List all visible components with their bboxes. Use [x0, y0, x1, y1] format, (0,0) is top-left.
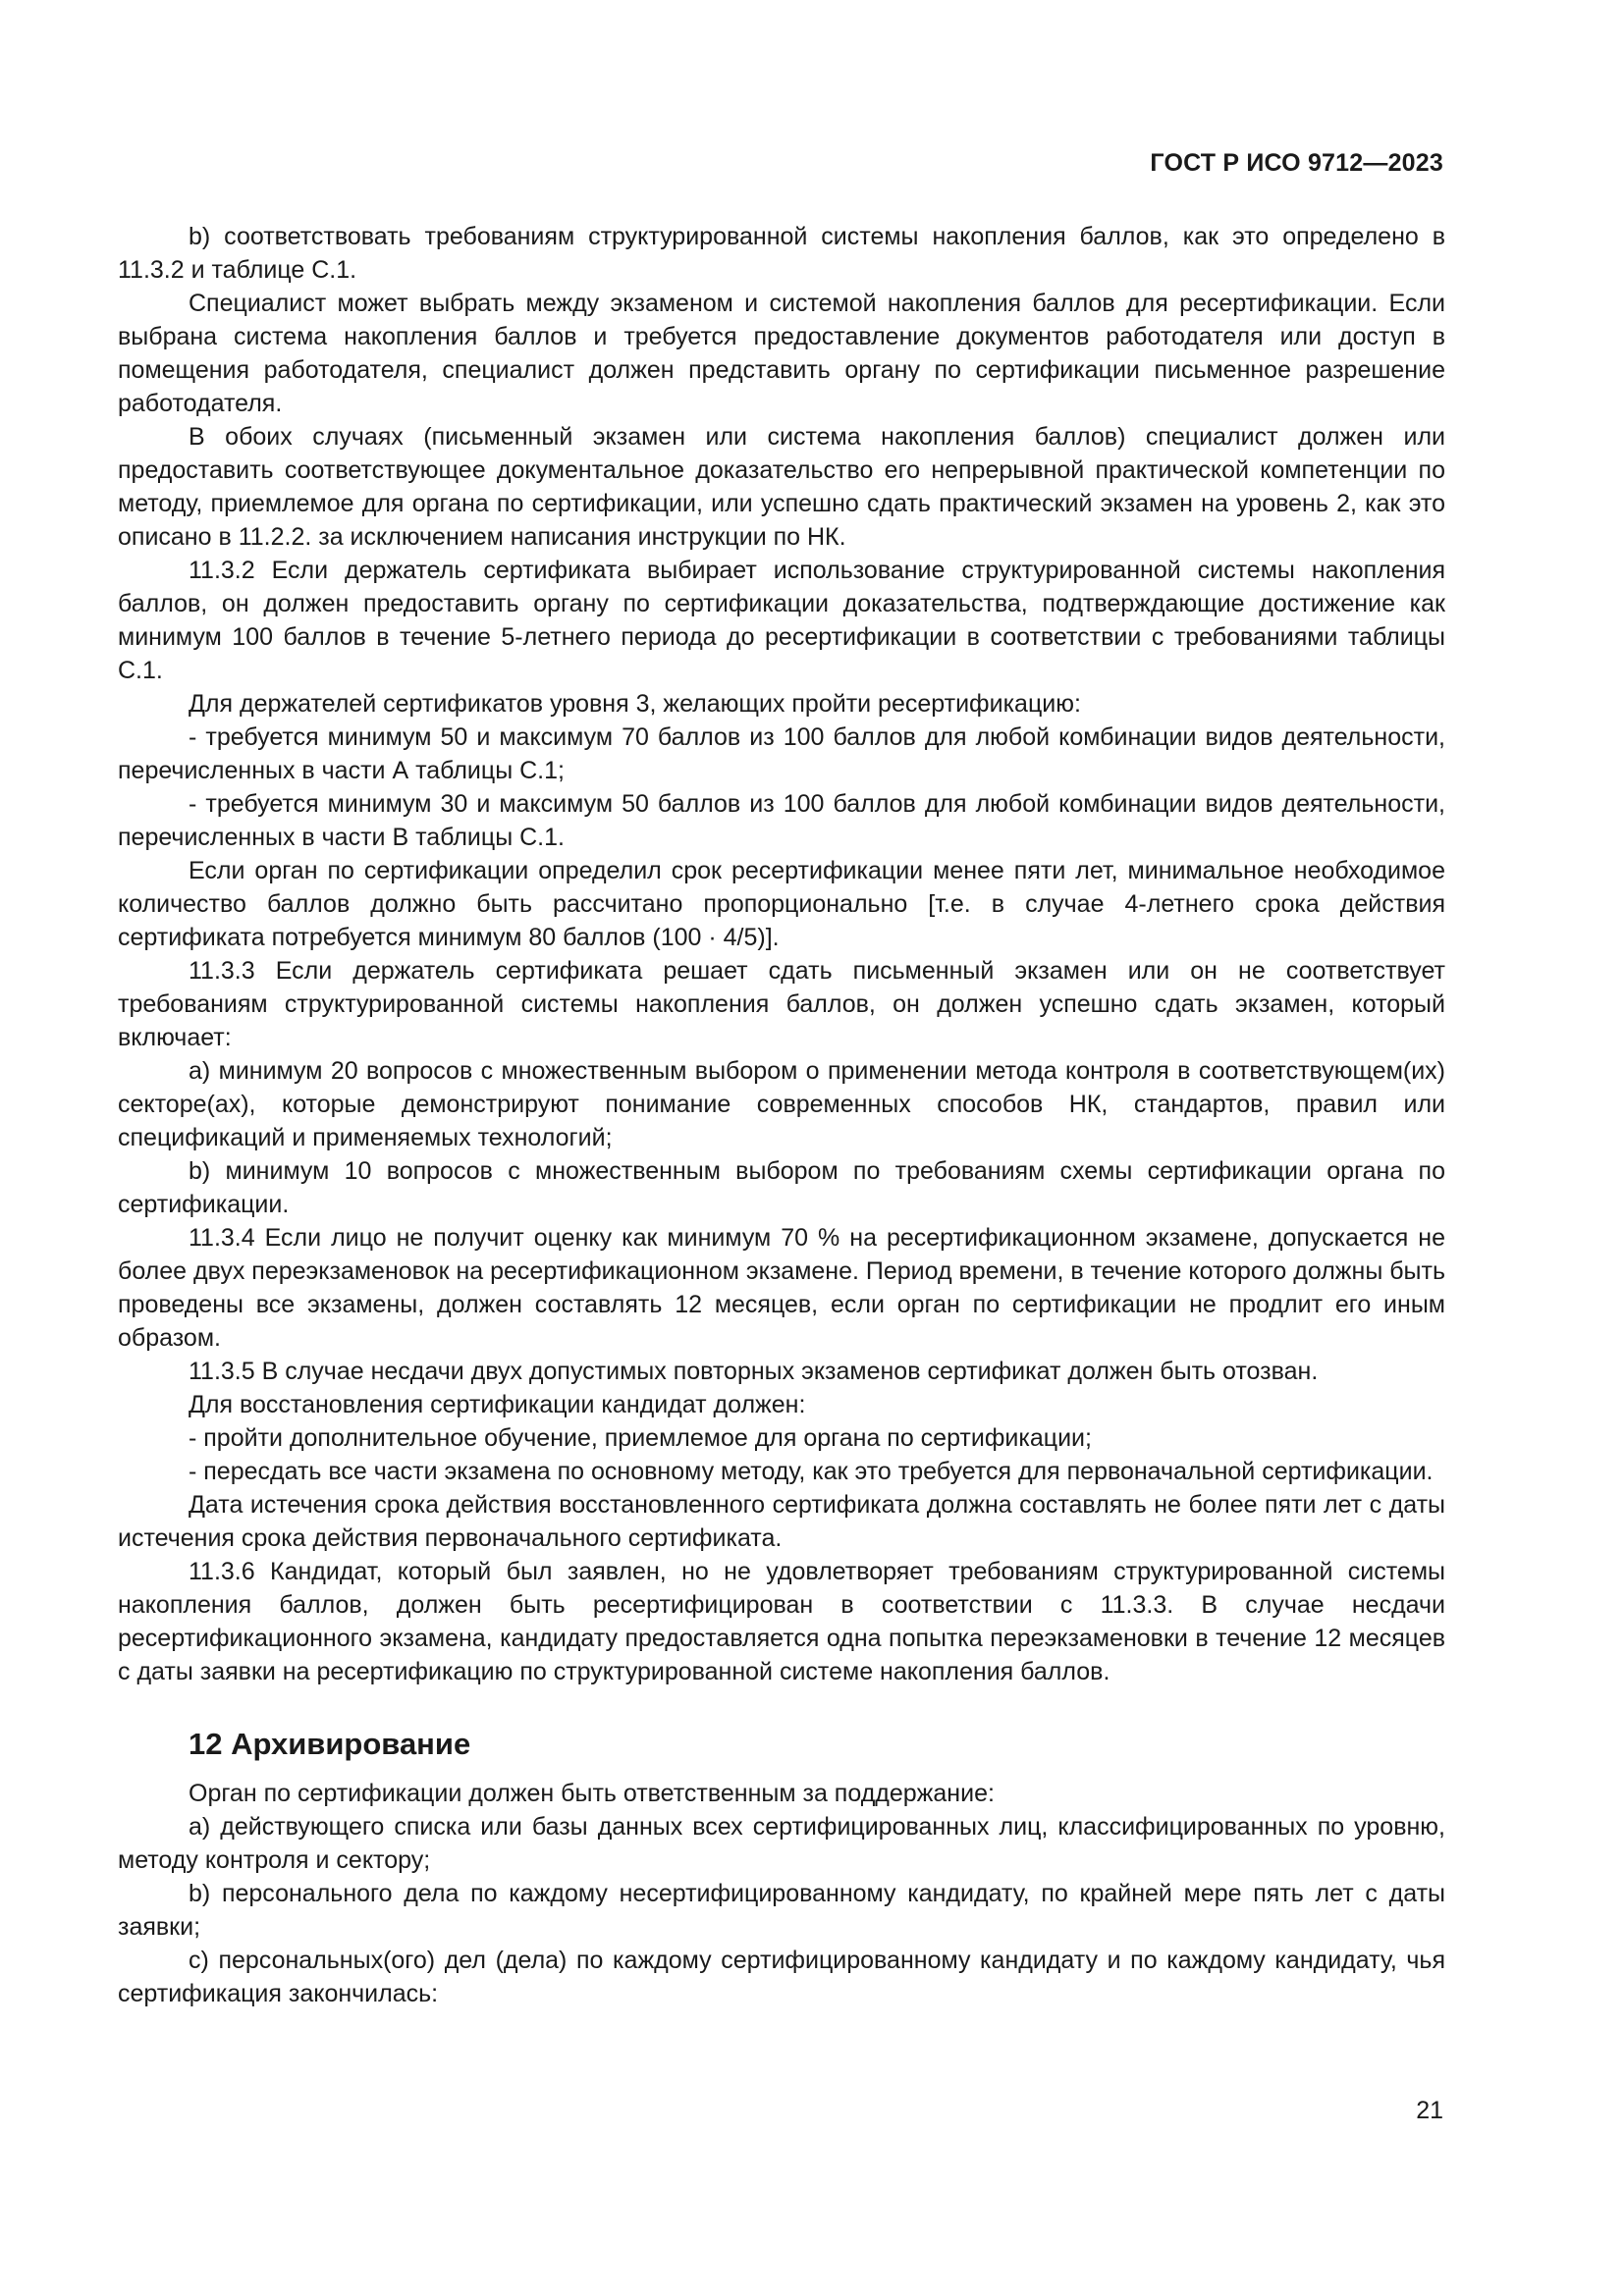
- list-item: с) персональных(ого) дел (дела) по каждому сертифицированному кандидату и по каждому кандидату, чья сертификация закончилась:: [118, 1947, 1445, 2007]
- list-item: - требуется минимум 30 и максимум 50 баллов из 100 баллов для любой комбинации видов деятельности, перечисленных в части В таблицы С.1.: [118, 790, 1445, 851]
- section-heading: 12 Архивирование: [189, 1727, 471, 1761]
- list-item: b) персонального дела по каждому несертифицированному кандидату, по крайней мере пять лет с даты заявки;: [118, 1880, 1445, 1941]
- paragraph: Для восстановления сертификации кандидат должен:: [189, 1391, 806, 1418]
- paragraph: b) соответствовать требованиям структурированной системы накопления баллов, как это определено в 11.3.2 и таблице С.1.: [118, 223, 1445, 284]
- paragraph: Специалист может выбрать между экзаменом и системой накопления баллов для ресертификации. Если выбрана система накопления баллов и требуется предоставление документов работодателя или доступ в помещения работодателя, специалист должен представить органу по сертификации письменное разрешение работодателя.: [118, 290, 1445, 417]
- list-item: а) действующего списка или базы данных всех сертифицированных лиц, классифицированных по уровню, методу контроля и сектору;: [118, 1813, 1445, 1874]
- paragraph: В обоих случаях (письменный экзамен или система накопления баллов) специалист должен или предоставить соответствующее документальное доказательство его непрерывной практической компетенции по методу, приемлемое для органа по сертификации, или успешно сдать практический экзамен на уровень 2, как это описано в 11.2.2. за исключением написания инструкции по НК.: [118, 423, 1445, 551]
- paragraph: Дата истечения срока действия восстановленного сертификата должна составлять не более пяти лет с даты истечения срока действия первоначального сертификата.: [118, 1491, 1445, 1552]
- list-item: - пройти дополнительное обучение, приемлемое для органа по сертификации;: [189, 1424, 1092, 1452]
- paragraph: Для держателей сертификатов уровня 3, желающих пройти ресертификацию:: [189, 690, 1081, 718]
- paragraph: 11.3.5 В случае несдачи двух допустимых повторных экзаменов сертификат должен быть отозван.: [189, 1358, 1319, 1385]
- document-id: ГОСТ Р ИСО 9712—2023: [1150, 149, 1443, 177]
- paragraph: 11.3.2 Если держатель сертификата выбирает использование структурированной системы накопления баллов, он должен предоставить органу по сертификации доказательства, подтверждающие достижение как минимум 100 баллов в течение 5-летнего периода до ресертификации в соответствии с требованиями таблицы С.1.: [118, 557, 1445, 684]
- list-item: b) минимум 10 вопросов с множественным выбором по требованиям схемы сертификации органа по сертификации.: [118, 1157, 1445, 1218]
- paragraph: Орган по сертификации должен быть ответственным за поддержание:: [189, 1780, 995, 1807]
- paragraph: Если орган по сертификации определил срок ресертификации менее пяти лет, минимальное необходимое количество баллов должно быть рассчитано пропорционально [т.е. в случае 4-летнего срока действия сертификата потребуется минимум 80 баллов (100 · 4/5)].: [118, 857, 1445, 951]
- paragraph: 11.3.3 Если держатель сертификата решает сдать письменный экзамен или он не соответствует требованиям структурированной системы накопления баллов, он должен успешно сдать экзамен, который включает:: [118, 957, 1445, 1051]
- paragraph: 11.3.4 Если лицо не получит оценку как минимум 70 % на ресертификационном экзамене, допускается не более двух переэкзаменовок на ресертификационном экзамене. Период времени, в течение которого должны быть проведены все экзамены, должен составлять 12 месяцев, если орган по сертификации не продлит его иным образом.: [118, 1224, 1445, 1352]
- document-body: [118, 220, 1445, 2010]
- list-item: - пересдать все части экзамена по основному методу, как это требуется для первоначальной сертификации.: [189, 1458, 1434, 1485]
- paragraph: 11.3.6 Кандидат, который был заявлен, но не удовлетворяет требованиям структурированной системы накопления баллов, должен быть ресертифицирован в соответствии с 11.3.3. В случае несдачи ресертификационного экзамена, кандидату предоставляется одна попытка переэкзаменовки в течение 12 месяцев с даты заявки на ресертификацию по структурированной системе накопления баллов.: [118, 1558, 1445, 1685]
- page-number: 21: [1416, 2097, 1443, 2124]
- list-item: - требуется минимум 50 и максимум 70 баллов из 100 баллов для любой комбинации видов деятельности, перечисленных в части А таблицы С.1;: [118, 723, 1445, 784]
- list-item: а) минимум 20 вопросов с множественным выбором о применении метода контроля в соответствующем(их) секторе(ах), которые демонстрируют понимание современных способов НК, стандартов, правил или спецификаций и применяемых технологий;: [118, 1057, 1445, 1151]
